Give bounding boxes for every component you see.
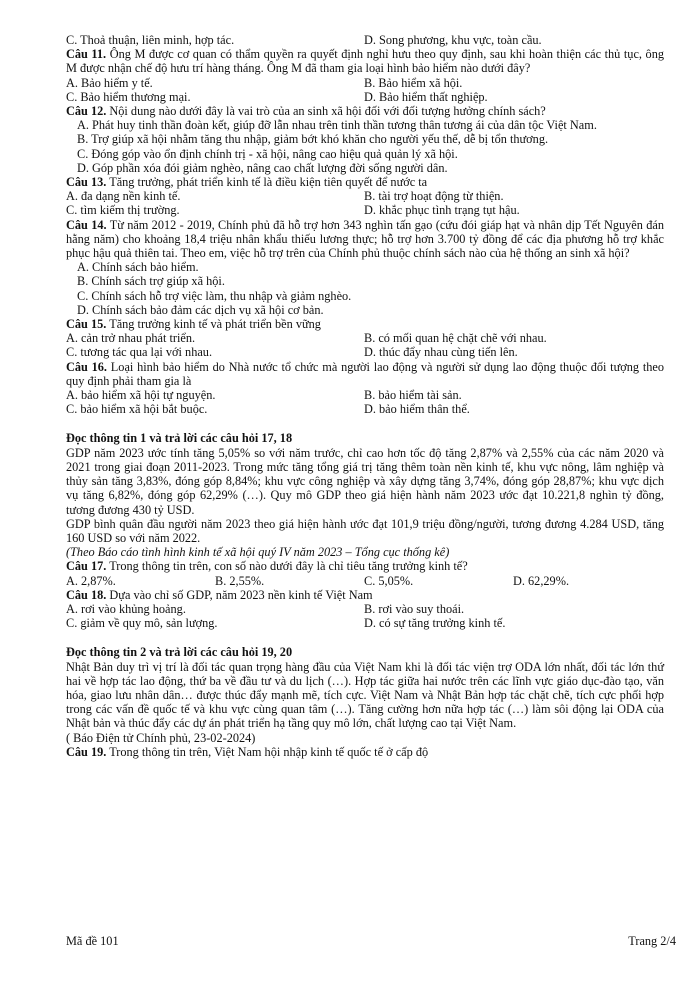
info1-paragraph-2: GDP bình quân đầu người năm 2023 theo giá hiện hành ước đạt 101,9 triệu đồng/người, tương đương 4.284 USD, tăng 160 USD so với năm 2022. [66,516,664,545]
q14-number: Câu 14. [66,217,107,232]
q16-options-row-1 [66,388,664,402]
q14-text: Từ năm 2012 - 2019, Chính phủ đã hỗ trợ hơn 343 nghìn tấn gạo (cứu đói giáp hạt và nhân dịp Tết Nguyên đán hằng năm) cho khoảng 18,4 triệu nhân khẩu thiếu lương thực; hỗ trợ hơn 3.700 tỷ đồng để các địa phương hỗ trợ khắc phục hậu quả thiên tai. Theo em, việc hỗ trợ trên của Chính phủ thuộc chính sách nào của hệ thống an sinh xã hội? [66,217,664,261]
q10-options-row [66,33,664,47]
q12-option-c: C. Đóng góp vào ổn định chính trị - xã hội, nâng cao hiệu quả quản lý xã hội. [77,146,458,161]
q17-text: Trong thông tin trên, con số nào dưới đây là chỉ tiêu tăng trưởng kinh tế? [109,559,468,574]
q13-option-d: D. khắc phục tình trạng tụt hậu. [364,203,520,218]
q18-stem [66,588,664,602]
q19-number: Câu 19. [66,744,107,759]
q19-stem [66,745,664,759]
q15-option-a: A. cản trở nhau phát triển. [66,331,196,346]
q12-number: Câu 12. [66,104,107,119]
q11-option-c: C. Bảo hiểm thương mại. [66,89,191,104]
q12-option-d: D. Góp phần xóa đói giảm nghèo, nâng cao chất lượng đời sống người dân. [77,160,448,175]
q15-option-c: C. tương tác qua lại với nhau. [66,345,213,360]
q11-stem [66,47,664,75]
q10-option-d: D. Song phương, khu vực, toàn cầu. [364,33,542,47]
q15-number: Câu 15. [66,317,107,332]
q13-number: Câu 13. [66,175,107,190]
q18-number: Câu 18. [66,587,107,602]
q16-text: Loại hình bảo hiểm do Nhà nước tổ chức mà người lao động và người sử dụng lao động thuộc đối tượng theo quy định phải tham gia là [66,359,664,388]
q18-text: Dựa vào chỉ số GDP, năm 2023 nền kinh tế Việt Nam [109,587,373,602]
q11-options-row-2 [66,90,664,104]
q14-option-d: D. Chính sách bảo đảm các dịch vụ xã hội cơ bản. [77,302,324,317]
q13-option-b: B. tài trợ hoạt động từ thiện. [364,189,504,204]
q18-options-row-2 [66,616,664,630]
q17-option-b: B. 2,55%. [215,573,265,588]
q11-number: Câu 11. [66,47,107,62]
q17-options-row [66,574,664,588]
q15-stem [66,317,664,331]
q16-option-c: C. bảo hiểm xã hội bắt buộc. [66,402,208,417]
q15-options-row-1 [66,331,664,345]
info1-heading: Đọc thông tin 1 và trả lời các câu hỏi 17, 18 [66,431,293,446]
q16-options-row-2 [66,402,664,416]
q17-number: Câu 17. [66,559,107,574]
q18-option-c: C. giảm về quy mô, sản lượng. [66,616,218,631]
q16-number: Câu 16. [66,359,108,374]
q16-stem [66,360,664,388]
q13-options-row-1 [66,189,664,203]
q13-option-c: C. tìm kiếm thị trường. [66,203,180,218]
exam-code: Mã đề 101 [66,934,119,948]
q17-option-d: D. 62,29%. [513,573,570,588]
q15-text: Tăng trưởng kinh tế và phát triển bền vững [109,317,321,332]
q13-stem [66,175,664,189]
q14-option-c: C. Chính sách hỗ trợ việc làm, thu nhập và giảm nghèo. [77,288,352,303]
info1-paragraph-1: GDP năm 2023 ước tính tăng 5,05% so với năm trước, chỉ cao hơn tốc độ tăng 2,87% và 2,55% của các năm 2020 và 2021 trong giai đoạn 2011-2023. Trong mức tăng tổng giá trị tăng thêm toàn nền kinh tế, khu vực nông, lâm nghiệp và thủy sản tăng 3,83%, đóng góp 8,84%; khu vực công nghiệp và xây dựng tăng 3,74%, đóng góp 28,87%; khu vực dịch vụ tăng 6,82%, đóng góp 62,29% (…). Quy mô GDP theo giá hiện hành năm 2023 ước đạt 10.221,8 nghìn tỷ đồng, tương đương 430 tỷ USD. [66,445,664,517]
q14-option-a: A. Chính sách bảo hiểm. [77,260,199,275]
q15-option-b: B. có mối quan hệ chặt chẽ với nhau. [364,331,547,346]
q13-option-a: A. đa dạng nền kinh tế. [66,189,181,204]
q14-option-b: B. Chính sách trợ giúp xã hội. [77,274,225,289]
exam-page [66,33,664,759]
q15-options-row-2 [66,345,664,359]
q12-option-a: A. Phát huy tinh thần đoàn kết, giúp đỡ lẫn nhau trên tinh thần tương thân tương ái của dân tộc Việt Nam. [77,118,597,133]
q12-text: Nội dung nào dưới đây là vai trò của an sinh xã hội đối với đối tượng hưởng chính sách? [109,104,546,119]
q11-options-row-1 [66,76,664,90]
q19-text: Trong thông tin trên, Việt Nam hội nhập kinh tế quốc tế ở cấp độ [109,744,429,759]
q11-option-d: D. Bảo hiểm thất nghiệp. [364,89,488,104]
q11-option-b: B. Bảo hiểm xã hội. [364,75,463,90]
q11-text: Ông M được cơ quan có thẩm quyền ra quyết định nghỉ hưu theo quy định, sau khi hoàn thiện các thủ tục, ông M được nhận chế độ hưu trí hàng tháng. Ông M đã tham gia loại hình bảo hiểm nào dưới đây? [66,47,664,76]
q18-option-a: A. rơi vào khủng hoảng. [66,601,186,616]
q17-option-c: C. 5,05%. [364,573,414,588]
page-number: Trang 2/4 [628,934,676,948]
info2-heading: Đọc thông tin 2 và trả lời các câu hỏi 19, 20 [66,645,293,660]
q13-text: Tăng trưởng, phát triển kinh tế là điều kiện tiên quyết để nước ta [109,175,428,190]
info1-source: (Theo Báo cáo tình hình kinh tế xã hội quý IV năm 2023 – Tổng cục thống kê) [66,545,450,560]
info2-source: ( Báo Điện tử Chính phủ, 23-02-2024) [66,730,256,745]
q18-option-d: D. có sự tăng trưởng kinh tế. [364,616,506,631]
info2-paragraph-1: Nhật Bản duy trì vị trí là đối tác quan trọng hàng đầu của Việt Nam khi là đối tác viện trợ ODA lớn nhất, đối tác lớn thứ hai về hợp tác lao động, thứ ba về đầu tư và du lịch (…). Hợp tác giữa hai nước trên các lĩnh vực giáo dục-đào tạo, văn hóa, giao lưu nhân dân… được thúc đẩy mạnh mẽ, tích cực. Việt Nam và Nhật Bản hợp tác chặt chẽ, tích cực phối hợp trong các vấn đề quốc tế và khu vực cùng quan tâm (…). Tăng cường hơn nữa hợp tác (…) làm sôi động lại ODA của Nhật bản và thúc đẩy các dự án phát triển hạ tầng quy mô lớn, chất lượng cao tại Việt Nam. [66,659,664,731]
q16-option-b: B. bảo hiểm tài sản. [364,388,462,403]
q16-option-d: D. bảo hiểm thân thể. [364,402,470,417]
q17-stem [66,559,664,573]
q17-option-a: A. 2,87%. [66,573,116,588]
q15-option-d: D. thúc đẩy nhau cùng tiến lên. [364,345,518,360]
q18-option-b: B. rơi vào suy thoái. [364,601,465,616]
q11-option-a: A. Bảo hiểm y tế. [66,75,153,90]
q13-options-row-2 [66,203,664,217]
q12-stem [66,104,664,118]
page-footer [66,934,676,948]
q18-options-row-1 [66,602,664,616]
q16-option-a: A. bảo hiểm xã hội tự nguyện. [66,388,216,403]
q10-option-c: C. Thoả thuận, liên minh, hợp tác. [66,33,235,47]
q14-stem [66,218,664,261]
q12-option-b: B. Trợ giúp xã hội nhằm tăng thu nhập, giảm bớt khó khăn cho người yếu thế, dễ bị tổn thương. [77,132,549,147]
